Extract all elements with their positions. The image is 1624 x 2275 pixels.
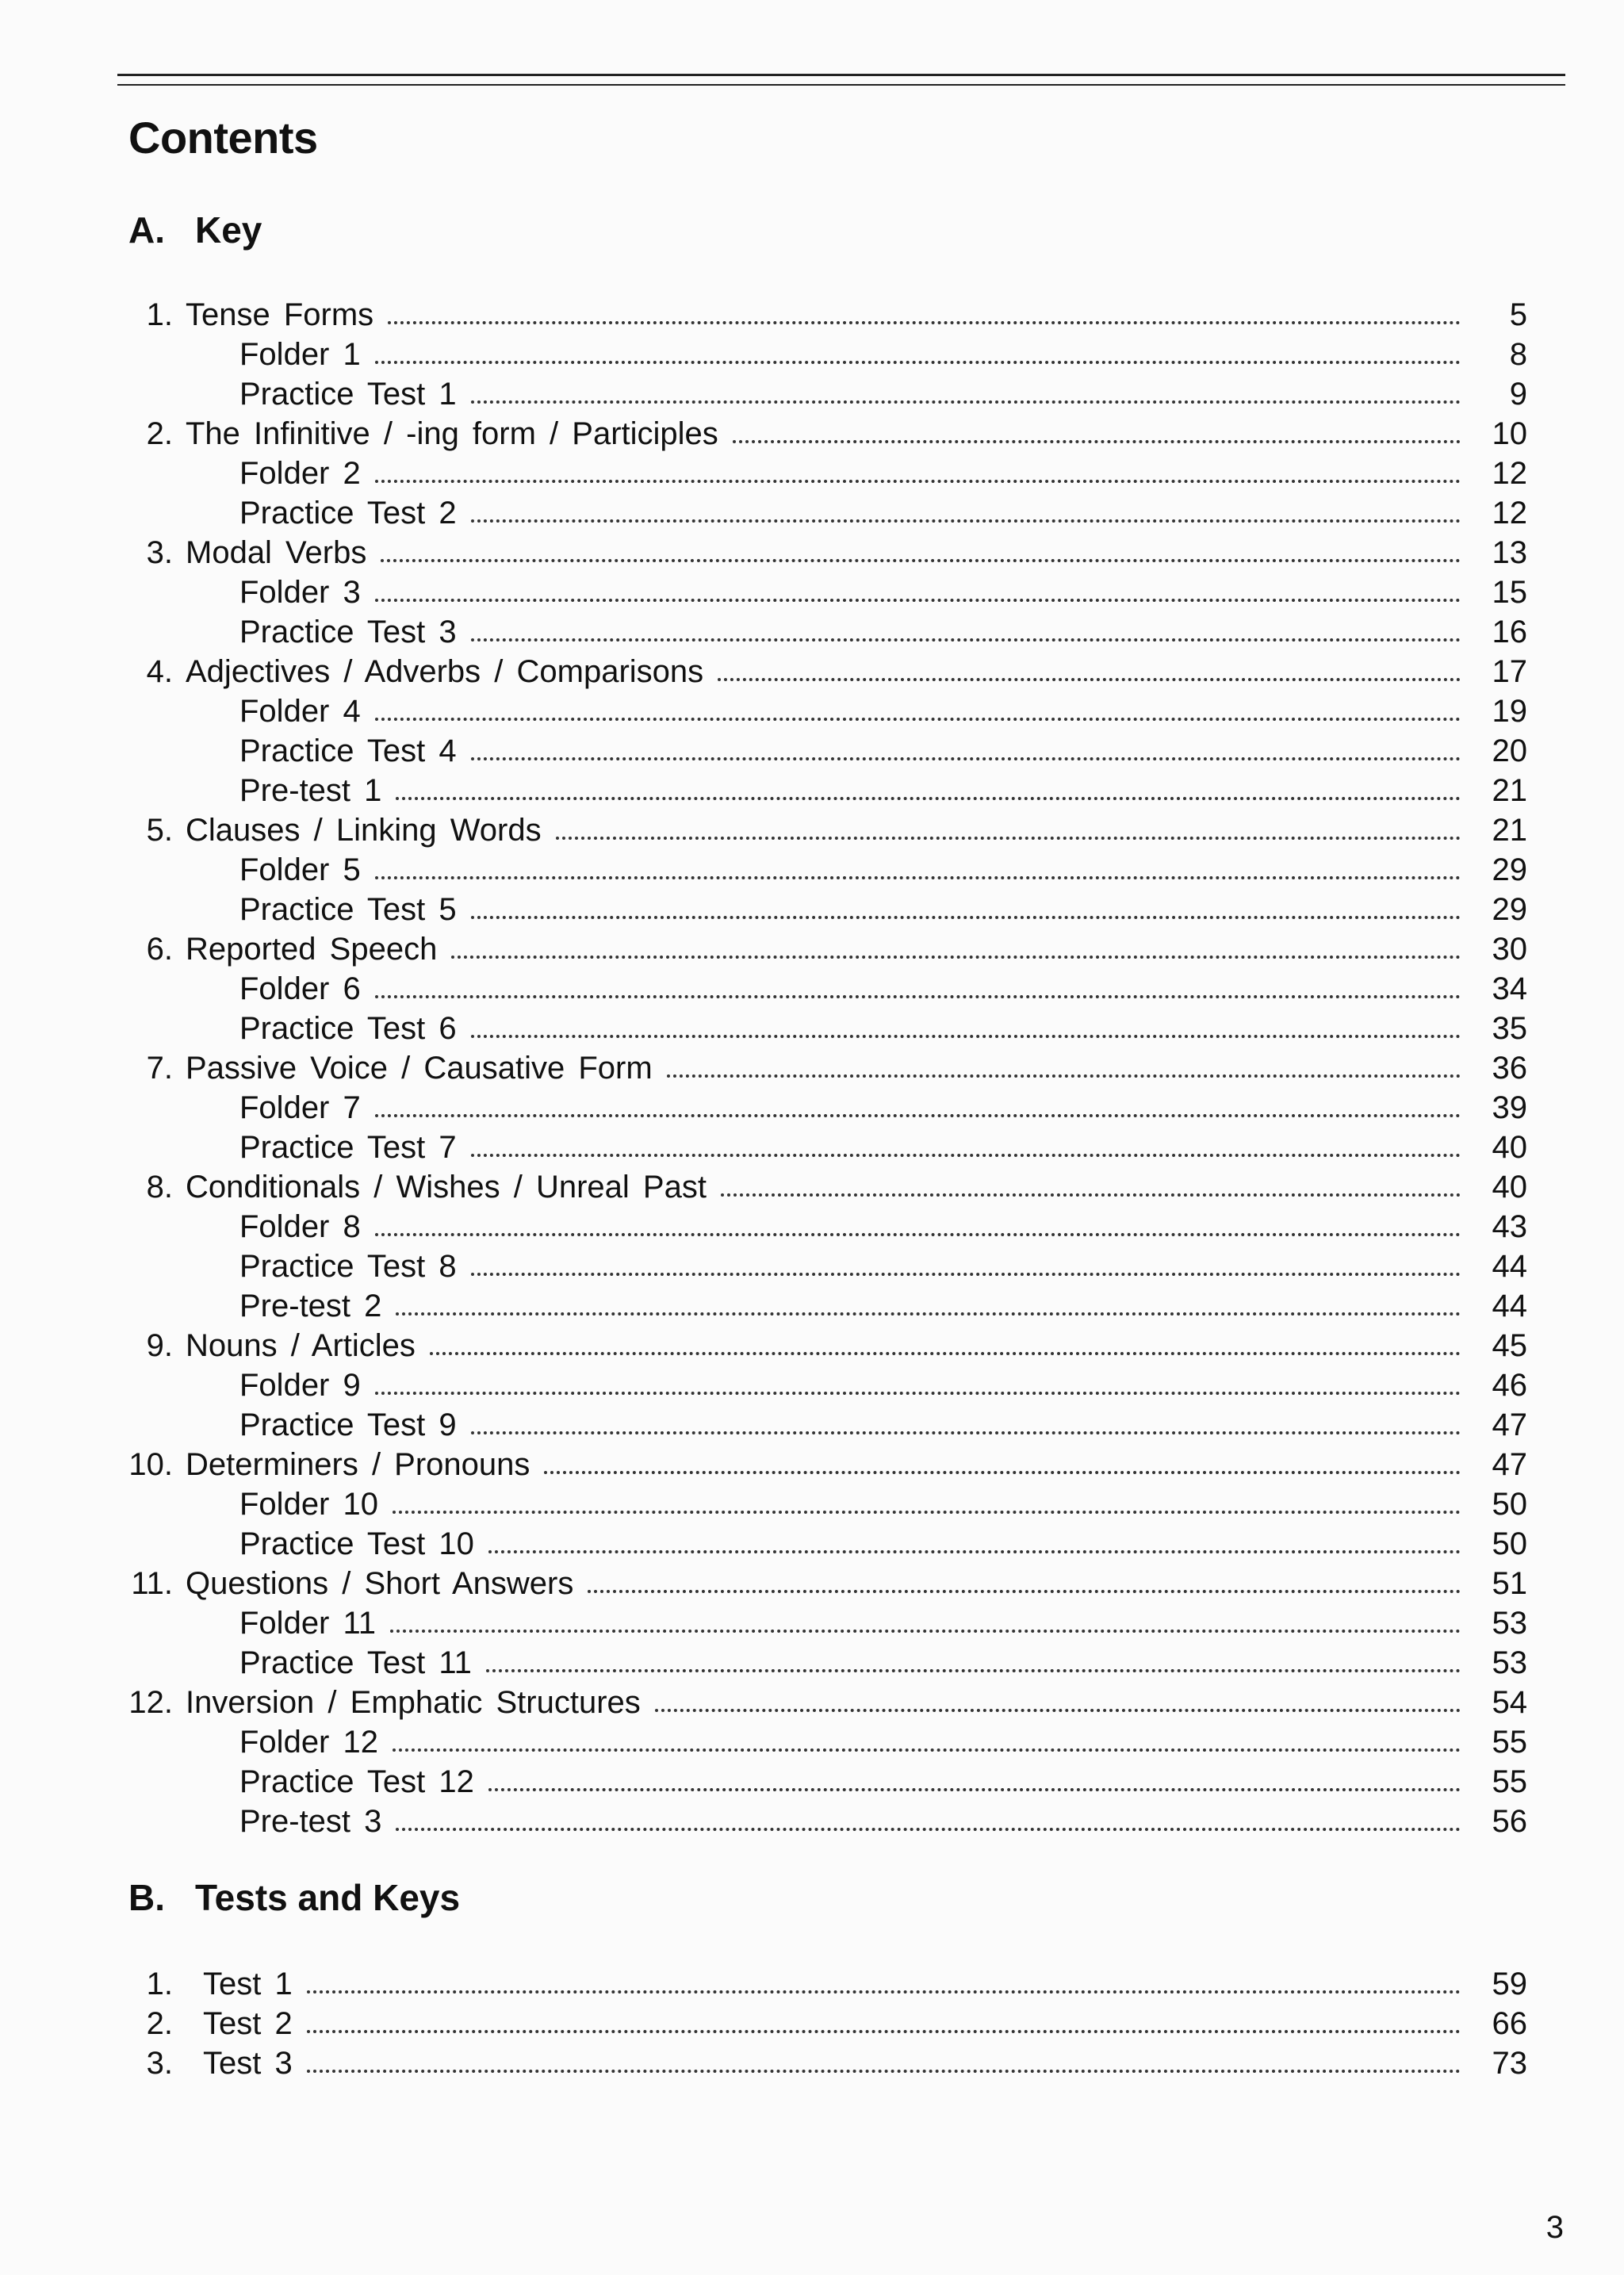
- toc-subentry: [119, 335, 1527, 374]
- toc-entry: [119, 1326, 1527, 1365]
- toc-entry-page: 8: [1509, 337, 1527, 372]
- toc-subentry: [119, 1207, 1527, 1247]
- toc-entry-title: Passive Voice / Causative Form: [186, 1051, 653, 1086]
- toc-entry-title: Practice Test 4: [239, 733, 457, 768]
- toc-subentry: [119, 1603, 1527, 1643]
- dot-leader: [667, 1074, 1461, 1078]
- toc-entry-page: 15: [1492, 575, 1527, 610]
- toc-entry: [119, 1048, 1527, 1088]
- toc-entry-page: 40: [1492, 1130, 1527, 1165]
- toc-entry-title: Folder 1: [239, 337, 361, 372]
- toc-subentry: [119, 454, 1527, 493]
- toc-subentry: [119, 1009, 1527, 1048]
- dot-leader: [396, 797, 1461, 800]
- section-title: Tests and Keys: [195, 1877, 461, 1918]
- toc-entry-page: 59: [1492, 1967, 1527, 2001]
- toc-entry-title: Folder 10: [239, 1487, 378, 1522]
- toc-subentry: [119, 1762, 1527, 1802]
- toc-entry-title: Practice Test 3: [239, 615, 457, 649]
- toc-entry-title: Tense Forms: [186, 297, 374, 332]
- dot-leader: [471, 519, 1461, 523]
- toc-entry-page: 21: [1492, 773, 1527, 808]
- toc-entry: [119, 414, 1527, 454]
- dot-leader: [307, 1990, 1461, 1993]
- toc-entry-title: Practice Test 11: [239, 1645, 472, 1680]
- toc-subentry: [119, 573, 1527, 612]
- dot-leader: [375, 1233, 1461, 1236]
- toc-entry-page: 9: [1509, 377, 1527, 412]
- toc-subentry: [119, 374, 1527, 414]
- page-title: Contents: [128, 113, 318, 163]
- toc-entry-title: Pre-test 1: [239, 773, 382, 808]
- dot-leader: [375, 1392, 1461, 1395]
- dot-leader: [718, 678, 1461, 681]
- toc-entry-page: 17: [1492, 654, 1527, 689]
- toc-entry-title: Folder 11: [239, 1606, 377, 1641]
- dot-leader: [471, 638, 1461, 642]
- dot-leader: [556, 837, 1461, 840]
- toc-list-key: [119, 295, 1527, 1841]
- dot-leader: [471, 400, 1461, 404]
- toc-entry-page: 40: [1492, 1170, 1527, 1205]
- dot-leader: [375, 480, 1461, 483]
- toc-entry-title: Practice Test 10: [239, 1526, 474, 1561]
- toc-entry-title: Practice Test 5: [239, 892, 457, 927]
- dot-leader: [471, 916, 1461, 919]
- toc-entry-number: 4.: [146, 654, 173, 689]
- toc-subentry: [119, 612, 1527, 652]
- toc-subentry: [119, 1286, 1527, 1326]
- toc-entry-page: 51: [1492, 1566, 1527, 1601]
- header-rule-top: [117, 74, 1565, 76]
- toc-entry-page: 47: [1492, 1408, 1527, 1442]
- toc-subentry: [119, 731, 1527, 771]
- toc-entry-title: Practice Test 6: [239, 1011, 457, 1046]
- toc-subentry: [119, 1722, 1527, 1762]
- toc-entry-title: Practice Test 1: [239, 377, 457, 412]
- toc-subentry: [119, 1088, 1527, 1128]
- toc-entry-title: Folder 6: [239, 971, 361, 1006]
- toc-entry-page: 73: [1492, 2046, 1527, 2081]
- page-number: 3: [1545, 2210, 1564, 2245]
- toc-entry-number: 7.: [146, 1051, 173, 1086]
- dot-leader: [393, 1748, 1461, 1752]
- toc-entry-page: 50: [1492, 1487, 1527, 1522]
- toc-entry: [119, 2043, 1527, 2083]
- dot-leader: [375, 1114, 1461, 1117]
- toc-subentry: [119, 691, 1527, 731]
- toc-entry-title: Practice Test 7: [239, 1130, 457, 1165]
- toc-entry-title: Nouns / Articles: [186, 1328, 416, 1363]
- toc-entry-title: Reported Speech: [186, 932, 438, 967]
- dot-leader: [486, 1669, 1461, 1672]
- toc-subentry: [119, 1405, 1527, 1445]
- toc-entry-title: Clauses / Linking Words: [186, 813, 542, 848]
- toc-entry-number: 3.: [146, 535, 173, 570]
- toc-entry: [119, 1683, 1527, 1722]
- toc-entry-title: Folder 2: [239, 456, 361, 491]
- toc-entry-page: 5: [1509, 297, 1527, 332]
- toc-entry: [119, 652, 1527, 691]
- section-heading-key: [128, 208, 262, 252]
- toc-entry-page: 19: [1492, 694, 1527, 729]
- toc-entry-title: Practice Test 2: [239, 496, 457, 530]
- toc-entry-page: 35: [1492, 1011, 1527, 1046]
- toc-entry-title: The Infinitive / -ing form / Participles: [186, 416, 718, 451]
- toc-subentry: [119, 1365, 1527, 1405]
- toc-entry-page: 29: [1492, 852, 1527, 887]
- toc-entry-page: 36: [1492, 1051, 1527, 1086]
- dot-leader: [471, 1431, 1461, 1434]
- toc-entry-page: 21: [1492, 813, 1527, 848]
- toc-entry-title: Adjectives / Adverbs / Comparisons: [186, 654, 704, 689]
- dot-leader: [471, 757, 1461, 760]
- dot-leader: [488, 1788, 1461, 1791]
- toc-subentry: [119, 1247, 1527, 1286]
- toc-entry-page: 45: [1492, 1328, 1527, 1363]
- toc-subentry: [119, 1484, 1527, 1524]
- toc-subentry: [119, 1524, 1527, 1564]
- toc-entry-number: 1.: [146, 1967, 173, 2001]
- dot-leader: [488, 1550, 1461, 1553]
- section-title: Key: [195, 209, 262, 251]
- toc-entry-number: 3.: [146, 2046, 173, 2081]
- toc-entry-page: 47: [1492, 1447, 1527, 1482]
- toc-entry-title: Test 1: [203, 1967, 293, 2001]
- dot-leader: [375, 995, 1461, 998]
- toc-entry-number: 5.: [146, 813, 173, 848]
- toc-entry-number: 6.: [146, 932, 173, 967]
- toc-entry-page: 50: [1492, 1526, 1527, 1561]
- toc-entry-title: Folder 8: [239, 1209, 361, 1244]
- toc-entry-number: 8.: [146, 1170, 173, 1205]
- toc-entry-page: 13: [1492, 535, 1527, 570]
- dot-leader: [721, 1193, 1461, 1197]
- toc-entry-page: 43: [1492, 1209, 1527, 1244]
- toc-entry-title: Test 2: [203, 2006, 293, 2041]
- section-heading-tests-and-keys: [128, 1875, 460, 1920]
- toc-entry-number: 12.: [128, 1685, 173, 1720]
- dot-leader: [307, 2070, 1461, 2073]
- toc-entry-title: Folder 12: [239, 1725, 378, 1760]
- toc-subentry: [119, 890, 1527, 929]
- dot-leader: [307, 2030, 1461, 2033]
- header-rule-bottom: [117, 84, 1565, 86]
- toc-entry-title: Questions / Short Answers: [186, 1566, 574, 1601]
- dot-leader: [588, 1590, 1461, 1593]
- toc-entry-page: 12: [1492, 456, 1527, 491]
- toc-list-tests-and-keys: [119, 1964, 1527, 2083]
- dot-leader: [390, 1630, 1461, 1633]
- toc-entry-title: Practice Test 8: [239, 1249, 457, 1284]
- toc-entry-number: 10.: [128, 1447, 173, 1482]
- dot-leader: [430, 1352, 1461, 1355]
- toc-entry-title: Folder 3: [239, 575, 361, 610]
- toc-entry-title: Conditionals / Wishes / Unreal Past: [186, 1170, 707, 1205]
- dot-leader: [396, 1828, 1461, 1831]
- toc-entry-page: 46: [1492, 1368, 1527, 1403]
- toc-entry-page: 16: [1492, 615, 1527, 649]
- dot-leader: [375, 361, 1461, 364]
- toc-subentry: [119, 1128, 1527, 1167]
- toc-entry-title: Pre-test 2: [239, 1289, 382, 1323]
- toc-entry: [119, 1445, 1527, 1484]
- toc-entry: [119, 929, 1527, 969]
- toc-entry-title: Practice Test 12: [239, 1764, 474, 1799]
- dot-leader: [393, 1511, 1461, 1514]
- toc-entry-title: Determiners / Pronouns: [186, 1447, 530, 1482]
- toc-entry-number: 9.: [146, 1328, 173, 1363]
- toc-entry-page: 66: [1492, 2006, 1527, 2041]
- toc-entry-number: 2.: [146, 2006, 173, 2041]
- toc-subentry: [119, 969, 1527, 1009]
- toc-entry-page: 20: [1492, 733, 1527, 768]
- dot-leader: [375, 599, 1461, 602]
- section-letter: B.: [128, 1877, 165, 1918]
- section-letter: A.: [128, 209, 165, 251]
- toc-entry-page: 30: [1492, 932, 1527, 967]
- toc-entry-title: Folder 7: [239, 1090, 361, 1125]
- toc-entry: [119, 1564, 1527, 1603]
- toc-entry-page: 39: [1492, 1090, 1527, 1125]
- toc-entry-page: 44: [1492, 1249, 1527, 1284]
- toc-subentry: [119, 493, 1527, 533]
- toc-entry-title: Pre-test 3: [239, 1804, 382, 1839]
- toc-subentry: [119, 850, 1527, 890]
- toc-entry-page: 53: [1492, 1606, 1527, 1641]
- dot-leader: [381, 559, 1461, 562]
- toc-entry-page: 55: [1492, 1725, 1527, 1760]
- toc-subentry: [119, 771, 1527, 810]
- toc-subentry: [119, 1802, 1527, 1841]
- toc-entry-title: Folder 9: [239, 1368, 361, 1403]
- toc-entry: [119, 1964, 1527, 2004]
- toc-entry-number: 2.: [146, 416, 173, 451]
- toc-entry: [119, 810, 1527, 850]
- toc-entry-page: 10: [1492, 416, 1527, 451]
- toc-entry-page: 44: [1492, 1289, 1527, 1323]
- toc-subentry: [119, 1643, 1527, 1683]
- dot-leader: [396, 1312, 1461, 1316]
- toc-entry-title: Inversion / Emphatic Structures: [186, 1685, 641, 1720]
- dot-leader: [471, 1273, 1461, 1276]
- toc-entry: [119, 1167, 1527, 1207]
- toc-entry-page: 12: [1492, 496, 1527, 530]
- toc-entry-title: Practice Test 9: [239, 1408, 457, 1442]
- toc-entry-title: Modal Verbs: [186, 535, 367, 570]
- dot-leader: [451, 956, 1461, 959]
- dot-leader: [471, 1035, 1461, 1038]
- dot-leader: [375, 718, 1461, 721]
- toc-entry: [119, 295, 1527, 335]
- toc-entry-title: Folder 4: [239, 694, 361, 729]
- dot-leader: [471, 1154, 1461, 1157]
- toc-entry: [119, 2004, 1527, 2043]
- dot-leader: [388, 321, 1461, 324]
- dot-leader: [655, 1709, 1461, 1712]
- dot-leader: [544, 1471, 1461, 1474]
- dot-leader: [733, 440, 1461, 443]
- toc-entry-page: 54: [1492, 1685, 1527, 1720]
- toc-entry-title: Folder 5: [239, 852, 361, 887]
- toc-entry-number: 1.: [146, 297, 173, 332]
- dot-leader: [375, 876, 1461, 879]
- toc-entry-page: 34: [1492, 971, 1527, 1006]
- toc-entry-title: Test 3: [203, 2046, 293, 2081]
- toc-entry-page: 56: [1492, 1804, 1527, 1839]
- toc-entry-page: 55: [1492, 1764, 1527, 1799]
- toc-entry-page: 29: [1492, 892, 1527, 927]
- toc-entry-number: 11.: [131, 1566, 173, 1601]
- toc-entry: [119, 533, 1527, 573]
- toc-entry-page: 53: [1492, 1645, 1527, 1680]
